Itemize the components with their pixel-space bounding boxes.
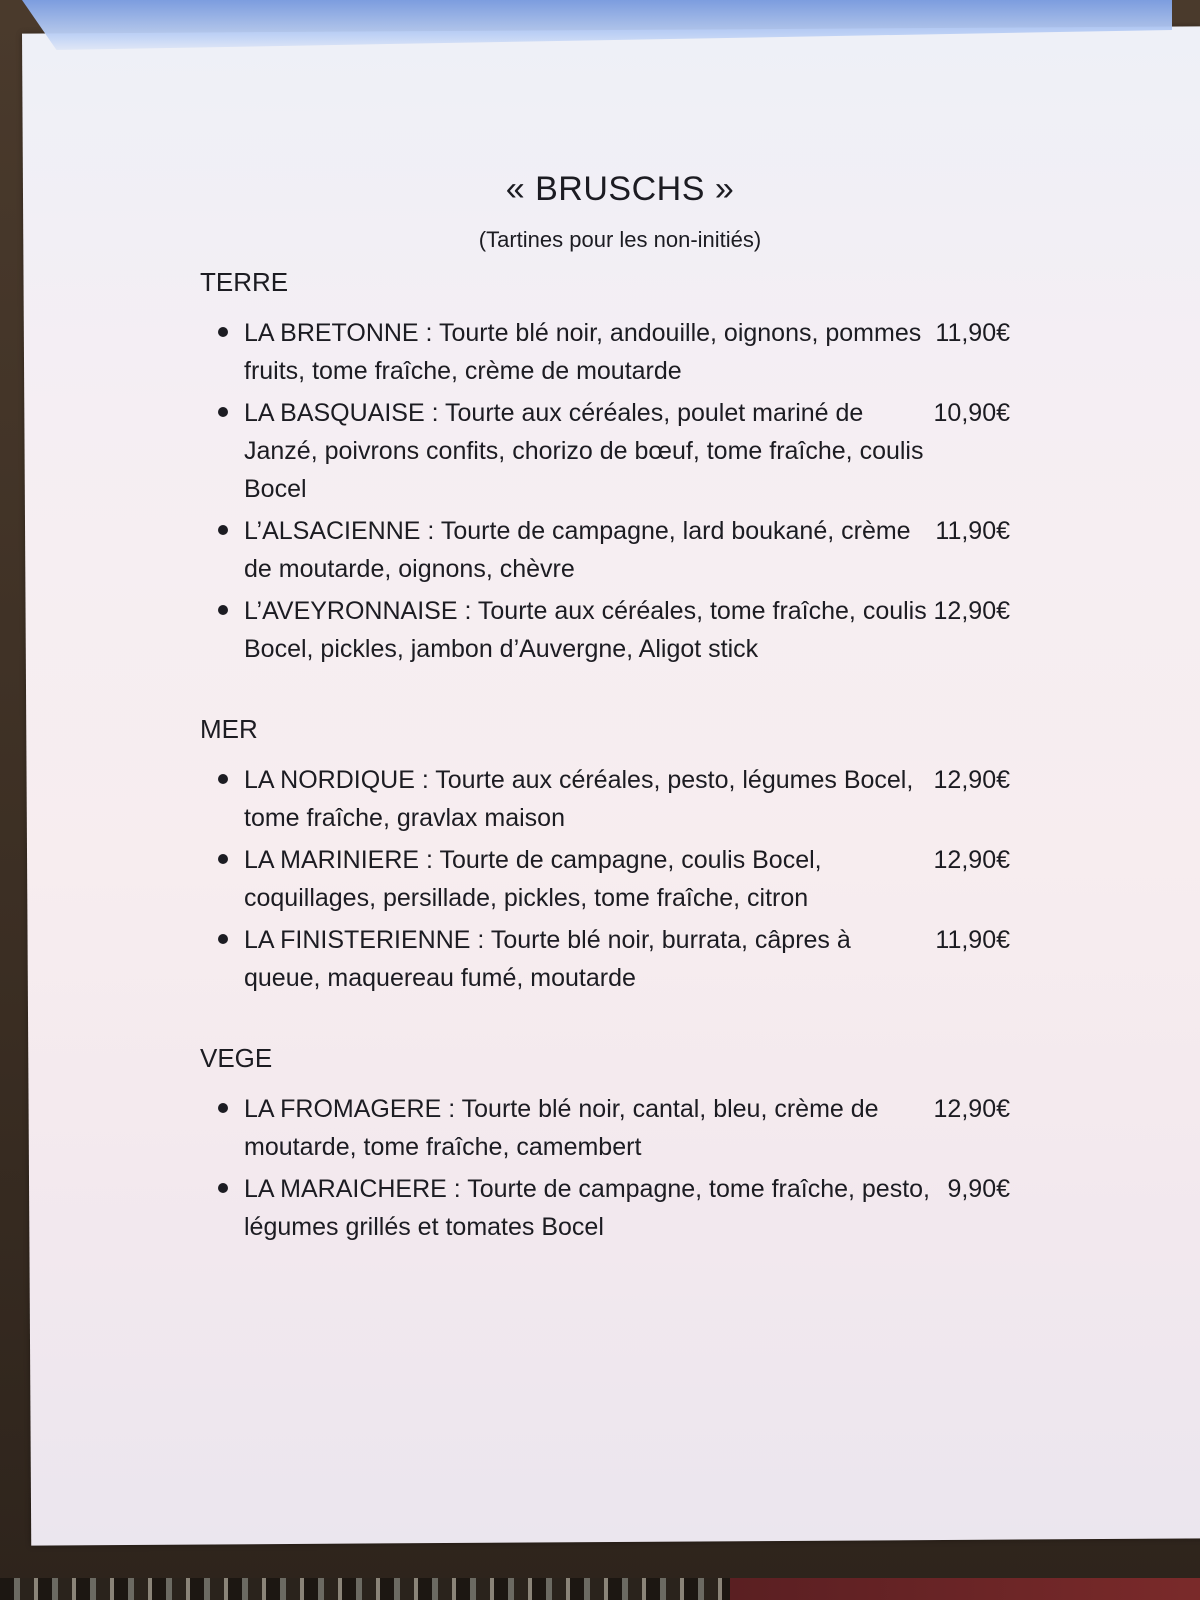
menu-section-terre [180,267,1060,668]
menu-item-name: L’AVEYRONNAISE [244,597,458,625]
menu-item-text [244,921,934,997]
menu-item-text [244,512,934,588]
menu-item-description: Tourte blé noir, cantal, bleu, crème de moutarde, tome fraîche, camembert [244,1095,879,1161]
menu-item-price: 12,90€ [933,846,1010,874]
menu-item-price: 11,90€ [935,926,1010,954]
bullet-icon [218,605,228,615]
menu-item [180,512,1060,588]
menu-item-name: LA MARINIERE [244,846,420,874]
menu-content [180,170,1060,1292]
menu-title: « BRUSCHS » [505,170,735,208]
menu-item-description: Tourte blé noir, andouille, oignons, pommes fruits, tome fraîche, crème de moutarde [244,319,922,385]
menu-item-description: Tourte aux céréales, pesto, légumes Bocel, tome fraîche, gravlax maison [244,766,914,832]
menu-item-name: LA BASQUAISE [244,399,425,427]
menu-item [180,841,1060,917]
menu-item-description: Tourte de campagne, coulis Bocel, coquillages, persillade, pickles, tome fraîche, citron [244,846,822,912]
bullet-icon [218,1183,228,1193]
bullet-icon [218,327,228,337]
menu-section-mer [180,714,1060,997]
bullet-icon [218,407,228,417]
menu-item-price: 12,90€ [933,766,1010,794]
menu-item-text [244,394,934,508]
name-separator: : [446,1175,468,1203]
menu-item-text [244,1090,934,1166]
name-separator: : [441,1095,462,1123]
bullet-icon [218,934,228,944]
name-separator: : [457,597,478,625]
name-separator: : [424,399,446,427]
menu-item-description: Tourte de campagne, lard boukané, crème de moutarde, oignons, chèvre [244,517,911,583]
name-separator: : [470,926,491,954]
menu-section-vege [180,1043,1060,1246]
menu-item-name: LA FINISTERIENNE [244,926,471,954]
menu-item-description: Tourte de campagne, tome fraîche, pesto, légumes grillés et tomates Bocel [244,1175,931,1241]
menu-item-name: LA MARAICHERE [244,1175,447,1203]
menu-item-text [244,314,934,390]
menu-item-name: LA BRETONNE [244,319,419,347]
menu-item-description: Tourte blé noir, burrata, câpres à queue, maquereau fumé, moutarde [244,926,851,992]
section-heading: MER [200,714,258,744]
menu-item [180,1170,1060,1246]
bullet-icon [218,525,228,535]
menu-item-text [244,592,934,668]
floor-background [0,1578,1200,1600]
section-heading: VEGE [200,1043,273,1073]
menu-item-price: 12,90€ [933,597,1010,625]
menu-item [180,761,1060,837]
menu-item [180,394,1060,508]
menu-item-text [244,841,934,917]
menu-sections [180,267,1060,1246]
menu-item-price: 11,90€ [935,319,1010,347]
section-heading: TERRE [200,267,289,297]
bullet-icon [218,774,228,784]
menu-item-price: 9,90€ [947,1175,1010,1203]
menu-item-text [244,1170,934,1246]
bullet-icon [218,854,228,864]
menu-item-name: LA FROMAGERE [244,1095,442,1123]
name-separator: : [414,766,436,794]
menu-item-description: Tourte aux céréales, tome fraîche, coulis Bocel, pickles, jambon d’Auvergne, Aligot stick [244,597,927,663]
menu-subtitle: (Tartines pour les non-initiés) [478,227,762,252]
menu-item-price: 11,90€ [935,517,1010,545]
name-separator: : [419,846,440,874]
bullet-icon [218,1103,228,1113]
menu-item [180,921,1060,997]
menu-item-description: Tourte aux céréales, poulet mariné de Janzé, poivrons confits, chorizo de bœuf, tome fraîche, coulis Bocel [244,399,924,503]
menu-item-name: LA NORDIQUE [244,766,415,794]
menu-item [180,592,1060,668]
menu-item-text [244,761,934,837]
name-separator: : [418,319,439,347]
menu-item-price: 10,90€ [933,399,1010,427]
name-separator: : [420,517,441,545]
menu-item-name: L’ALSACIENNE [244,517,421,545]
menu-item [180,314,1060,390]
menu-item-price: 12,90€ [933,1095,1010,1123]
menu-item [180,1090,1060,1166]
